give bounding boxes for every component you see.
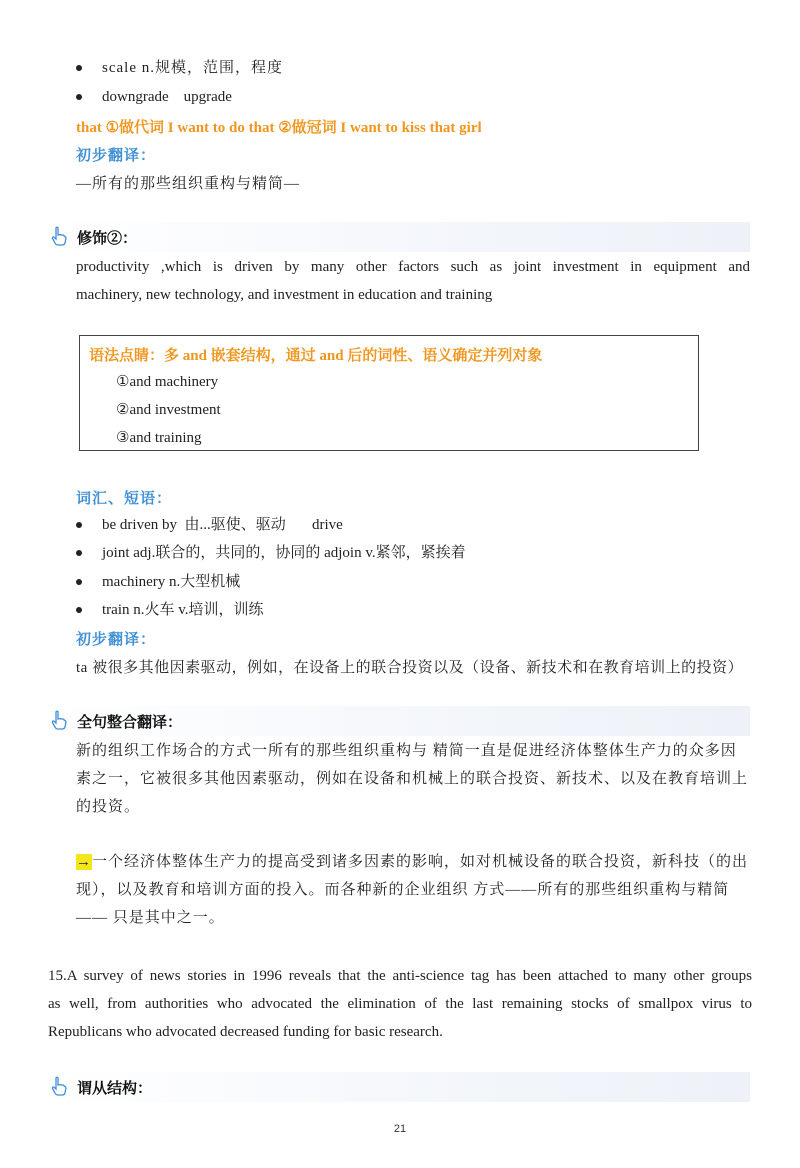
full-translation-line: 素之一，它被很多其他因素驱动，例如在设备和机械上的联合投资、新技术、以及在教育培训上 <box>76 771 749 787</box>
vocab-text: machinery n.大型机械 <box>102 574 241 590</box>
arrow-translation-text: 一个经济体整体生产力的提高受到诸多因素的影响，如对机械设备的联合投资，新科技（的出 <box>92 854 749 870</box>
pointing-hand-icon <box>50 710 68 730</box>
bullet-dot <box>76 579 82 585</box>
vocab-label: 词汇、短语： <box>76 491 173 507</box>
grammar-item: ②and investment <box>116 402 221 418</box>
section-header-full-translation <box>50 706 750 736</box>
q15-line: as well, from authorities who advocated the elimination of the last remaining stocks of smallpox virus to <box>48 996 752 1012</box>
q15-line: 15.A survey of news stories in 1996 reveals that the anti-science tag has been attached to many other groups <box>48 968 752 984</box>
bullet-dot <box>76 94 82 100</box>
grammar-item: ③and training <box>116 430 202 446</box>
vocab-text: joint adj.联合的，共同的，协同的 adjoin v.紧邻，紧挨着 <box>102 545 466 561</box>
vocab-item <box>76 572 240 592</box>
prelim-label-2: 初步翻译： <box>76 632 157 648</box>
vocab-item <box>76 515 343 535</box>
grammar-box <box>79 335 699 451</box>
pointing-hand-icon <box>50 1076 68 1096</box>
bullet-item-downgrade <box>76 87 232 107</box>
section-header-structure <box>50 1072 750 1102</box>
bullet-item-scale <box>76 58 283 78</box>
bullet-dot <box>76 522 82 528</box>
section-title: 谓从结构： <box>77 1081 153 1097</box>
modifier-line-2: machinery, new technology, and investment in education and training <box>76 287 493 303</box>
pointing-hand-icon <box>50 226 68 246</box>
full-translation-line: 新的组织工作场合的方式一所有的那些组织重构与 精简一直是促进经济体整体生产力的众多因 <box>76 743 737 759</box>
prelim-text-1: —所有的那些组织重构与精简— <box>76 176 301 192</box>
arrow-translation-line: 现），以及教育和培训方面的投入。而各种新的企业组织 方式——所有的那些组织重构与精简 <box>76 882 730 898</box>
bullet-dot <box>76 550 82 556</box>
arrow-translation-line: —— 只是其中之一。 <box>76 910 225 926</box>
prelim-text-2: ta 被很多其他因素驱动，例如，在设备上的联合投资以及（设备、新技术和在教育培训上的投资） <box>76 660 744 676</box>
that-note: that ①做代词 I want to do that ②做冠词 I want to kiss that girl <box>76 120 482 136</box>
grammar-item: ①and machinery <box>116 374 219 390</box>
arrow-translation-line-1 <box>76 848 756 876</box>
vocab-text: be driven by 由...驱使、驱动 drive <box>102 517 343 533</box>
section-header-modifier <box>50 222 750 252</box>
vocab-item <box>76 543 466 563</box>
highlight-arrow: → <box>76 854 92 870</box>
section-title: 修饰②： <box>77 231 138 247</box>
vocab-item <box>76 600 264 620</box>
prelim-label-1: 初步翻译： <box>76 148 157 164</box>
vocab-text: train n.火车 v.培训，训练 <box>102 602 264 618</box>
q15-line: Republicans who advocated decreased funding for basic research. <box>48 1024 443 1040</box>
full-translation-line: 的投资。 <box>76 799 141 815</box>
bullet-text: downgrade upgrade <box>102 89 232 105</box>
page-number: 21 <box>393 1123 407 1135</box>
bullet-dot <box>76 65 82 71</box>
modifier-line-1: productivity ,which is driven by many other factors such as joint investment in equipment and <box>76 259 750 275</box>
section-title: 全句整合翻译： <box>77 715 183 731</box>
bullet-dot <box>76 607 82 613</box>
bullet-text: scale n.规模，范围，程度 <box>102 60 283 76</box>
grammar-box-title: 语法点睛：多 and 嵌套结构，通过 and 后的词性、语义确定并列对象 <box>89 348 543 364</box>
